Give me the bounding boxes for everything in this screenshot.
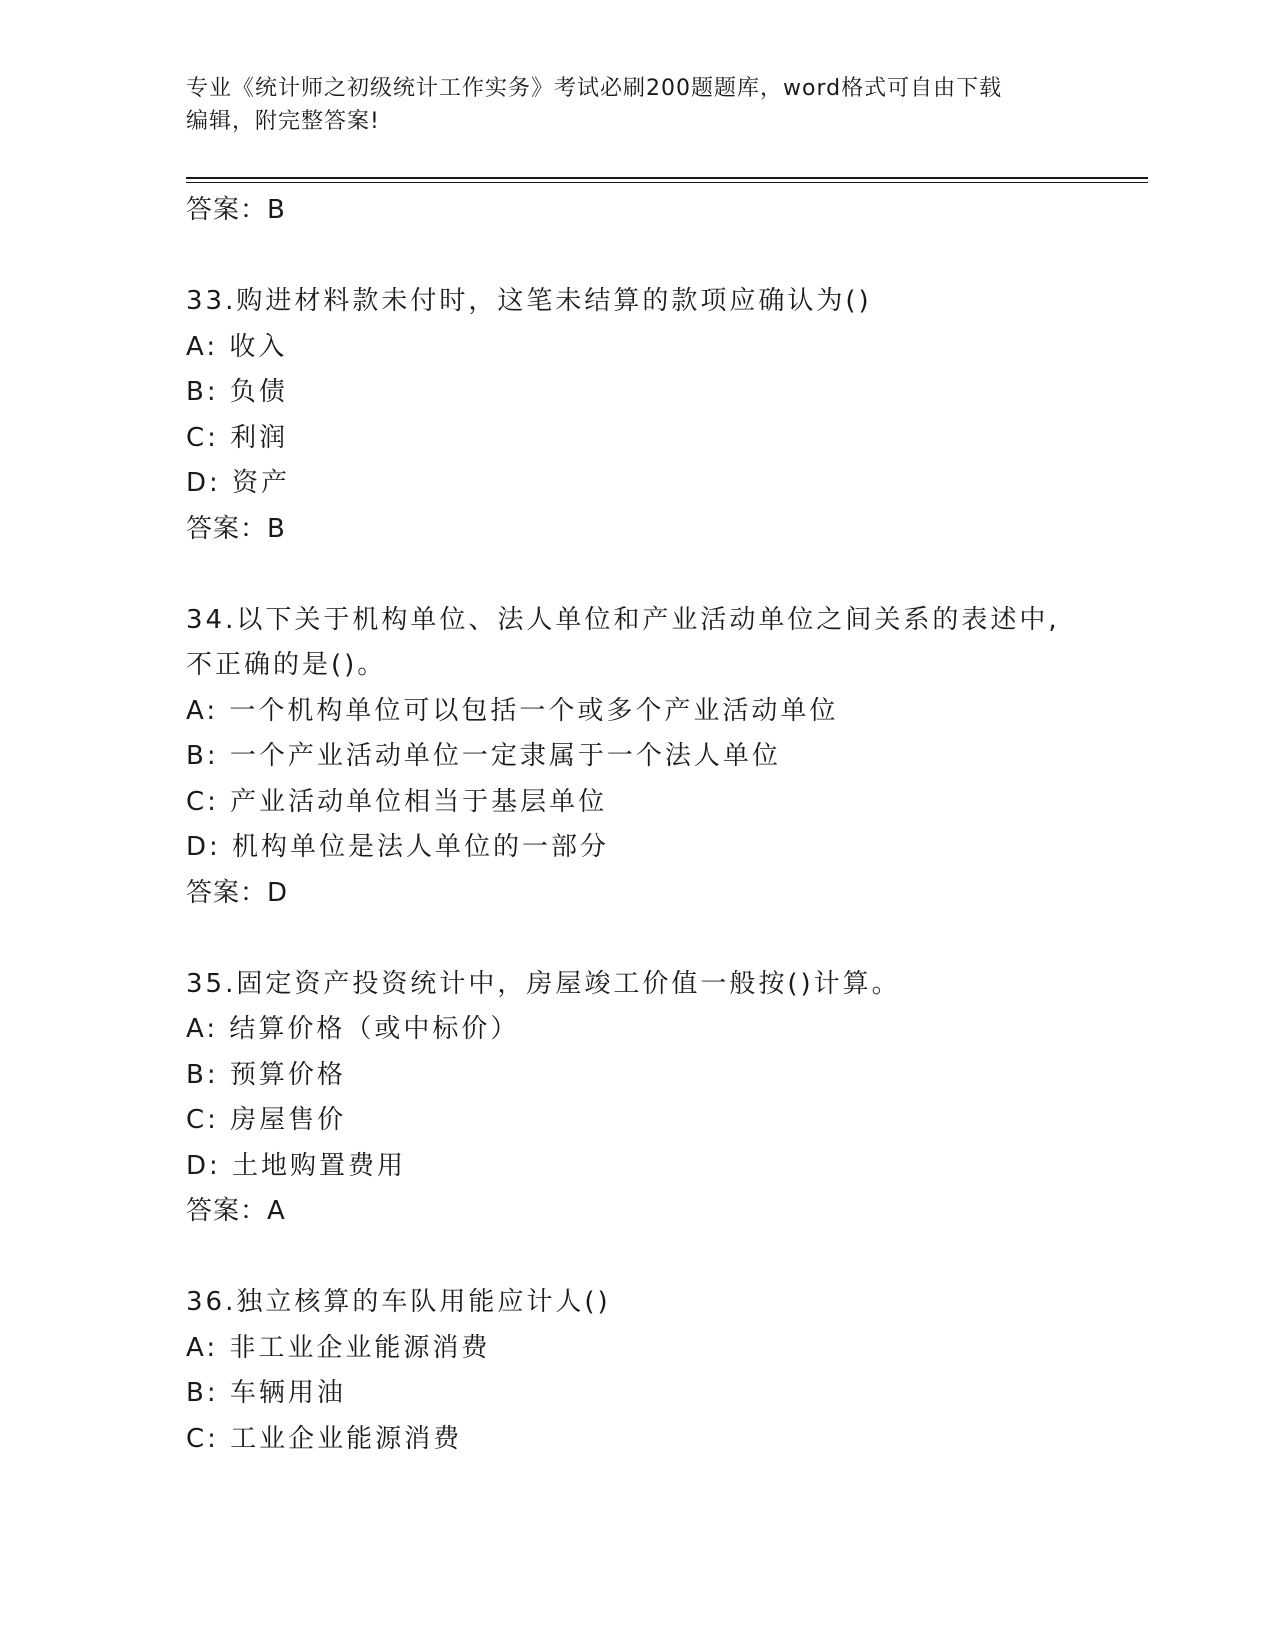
question-34-option-c: C: 产业活动单位相当于基层单位 bbox=[186, 786, 608, 817]
page-header bbox=[186, 72, 1086, 138]
spacer bbox=[186, 916, 1146, 962]
question-36 bbox=[186, 1280, 1146, 1462]
question-33-option-c: C: 利润 bbox=[186, 422, 289, 453]
question-35-option-d: D: 土地购置费用 bbox=[186, 1150, 407, 1181]
question-35-option-c: C: 房屋售价 bbox=[186, 1105, 347, 1135]
question-36-text: 36.独立核算的车队用能应计人() bbox=[186, 1287, 611, 1317]
question-33-option-d: D: 资产 bbox=[186, 468, 291, 498]
question-34-option-a: A: 一个机构单位可以包括一个或多个产业活动单位 bbox=[186, 695, 839, 726]
previous-answer: 答案：B bbox=[186, 195, 286, 225]
question-35-text: 35.固定资产投资统计中，房屋竣工价值一般按()计算。 bbox=[186, 968, 901, 999]
question-34-text-line-1: 34.以下关于机构单位、法人单位和产业活动单位之间关系的表述中, bbox=[186, 604, 1060, 635]
question-33 bbox=[186, 279, 1146, 552]
header-line-2: 编辑，附完整答案! bbox=[186, 109, 380, 134]
question-34-answer: 答案：D bbox=[186, 877, 289, 908]
spacer bbox=[186, 552, 1146, 598]
question-35 bbox=[186, 962, 1146, 1235]
question-36-option-a: A: 非工业企业能源消费 bbox=[186, 1332, 491, 1363]
header-line-1: 专业《统计师之初级统计工作实务》考试必刷200题题库，word格式可自由下载 bbox=[186, 76, 1003, 101]
question-34-option-b: B: 一个产业活动单位一定隶属于一个法人单位 bbox=[186, 741, 781, 771]
document-body bbox=[186, 188, 1146, 1462]
question-33-option-b: B: 负债 bbox=[186, 377, 288, 407]
spacer bbox=[186, 1235, 1146, 1281]
question-35-option-b: B: 预算价格 bbox=[186, 1059, 346, 1090]
question-33-text: 33.购进材料款未付时，这笔未结算的款项应确认为() bbox=[186, 286, 872, 316]
question-33-option-a: A: 收入 bbox=[186, 331, 288, 362]
header-divider-thin bbox=[186, 182, 1148, 183]
question-35-answer: 答案：A bbox=[186, 1196, 286, 1226]
question-36-option-c: C: 工业企业能源消费 bbox=[186, 1423, 463, 1454]
spacer bbox=[186, 234, 1146, 280]
question-35-option-a: A: 结算价格（或中标价） bbox=[186, 1014, 520, 1044]
question-34-option-d: D: 机构单位是法人单位的一部分 bbox=[186, 832, 610, 862]
question-34-text-line-2: 不正确的是()。 bbox=[186, 650, 387, 680]
question-34 bbox=[186, 598, 1146, 917]
header-divider-thick bbox=[186, 177, 1148, 179]
question-36-option-b: B: 车辆用油 bbox=[186, 1378, 346, 1408]
question-33-answer: 答案：B bbox=[186, 513, 286, 544]
